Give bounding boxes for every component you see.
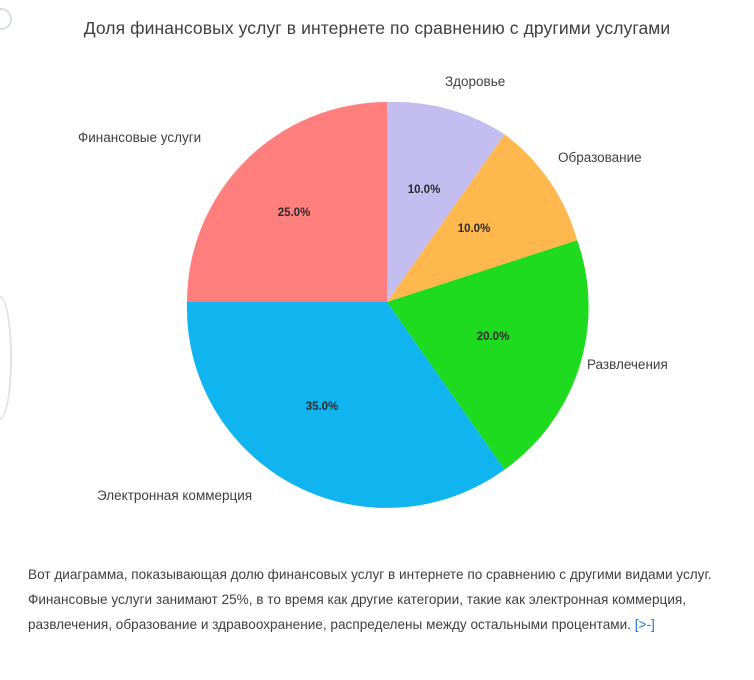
citation-link[interactable]: [>-] xyxy=(634,617,655,632)
pie-value-label-obrazovanie: 10.0% xyxy=(457,223,491,236)
pie-category-label-razvlecheniya: Развлечения xyxy=(587,357,668,372)
pie-value-label-zdorovie: 10.0% xyxy=(407,184,441,197)
pie-chart xyxy=(78,74,668,512)
caption-text: Вот диаграмма, показывающая долю финансовых услуг в интернете по сравнению с другими видами услуг. Финансовые услуги занимают 25%, в то время как другие категории, такие как электронная коммерция, развлечения, образование и здравоохранение, распределены между остальными процентами. xyxy=(28,567,712,632)
pie-value-label-razvlecheniya: 20.0% xyxy=(476,331,510,344)
pie-value-label-finansovye-uslugi: 25.0% xyxy=(277,207,311,220)
chart-title: Доля финансовых услуг в интернете по сравнению с другими услугами xyxy=(83,18,671,38)
pie-chart-svg xyxy=(177,92,597,512)
pie-category-label-ecommerce: Электронная коммерция xyxy=(97,488,253,503)
pie-category-label-obrazovanie: Образование xyxy=(558,150,642,165)
pie-value-label-ecommerce: 35.0% xyxy=(305,401,339,414)
pie-category-label-zdorovie: Здоровье xyxy=(445,74,506,89)
pie-slice-finansovye-uslugi xyxy=(187,102,387,302)
pie-category-label-finansovye-uslugi: Финансовые услуги xyxy=(78,130,202,145)
chart-caption xyxy=(28,562,728,637)
